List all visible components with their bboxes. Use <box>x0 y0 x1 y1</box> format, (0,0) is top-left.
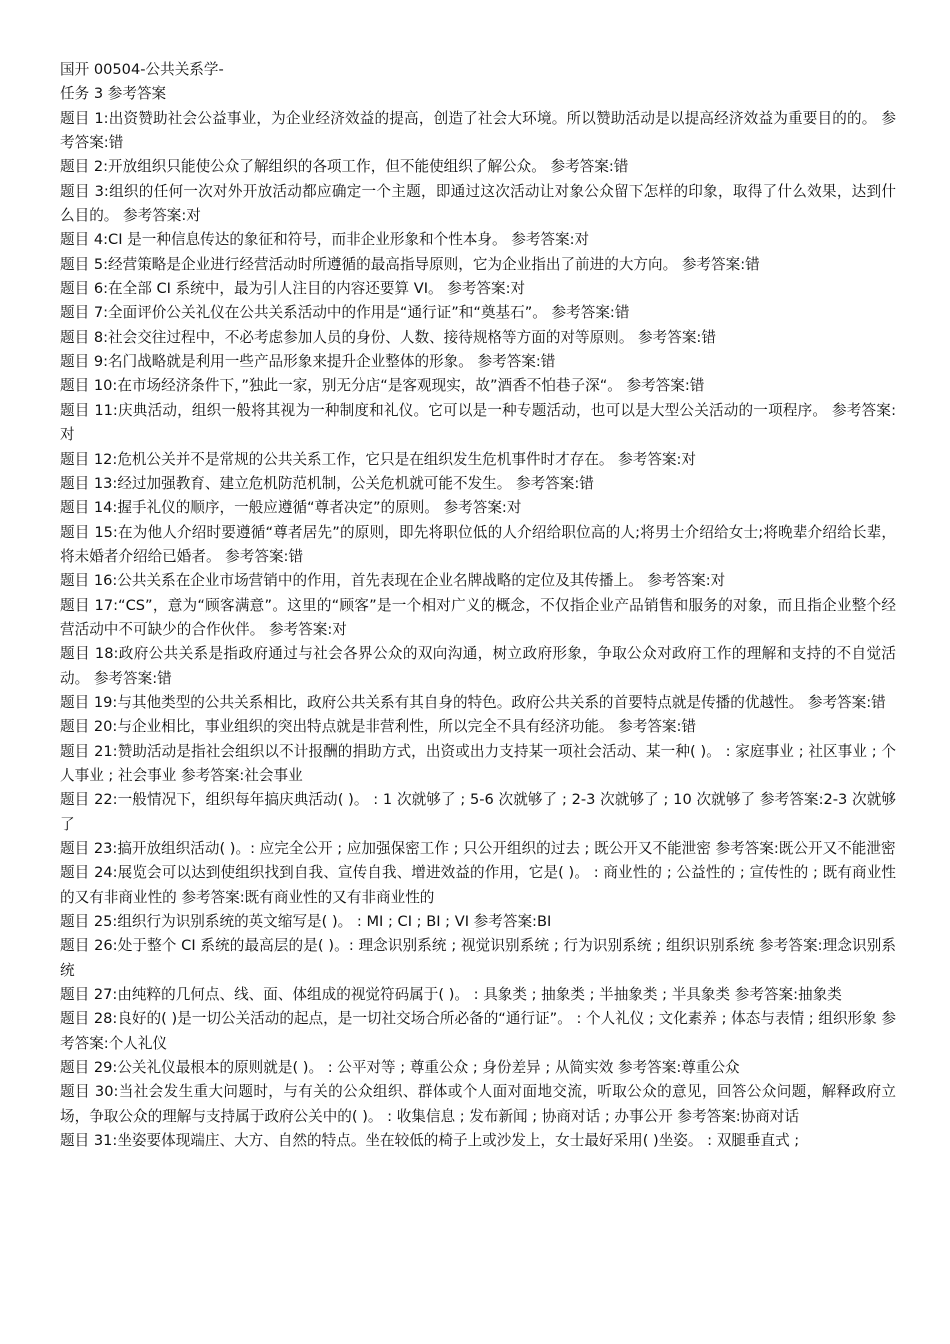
question-item: 题目 24:展览会可以达到使组织找到自我、宣传自我、增进效益的作用，它是( )。 : 商业性的 ; 公益性的 ; 宣传性的 ; 既有商业性的又有非商业性的 参考答案:既有商业性的又有非商业性的 <box>60 864 896 906</box>
question-item: 题目 7:全面评价公关礼仪在公共关系活动中的作用是“通行证”和“奠基石”。 参考答案:错 <box>60 304 630 322</box>
document-subtitle: 任务 3 参考答案 <box>60 85 167 103</box>
question-item: 题目 1:出资赞助社会公益事业，为企业经济效益的提高，创造了社会大环境。所以赞助活动是以提高经济效益为重要目的的。 参考答案:错 <box>60 109 896 152</box>
question-item: 题目 2:开放组织只能使公众了解组织的各项工作，但不能使组织了解公众。 参考答案:错 <box>60 158 629 176</box>
question-item: 题目 6:在全部 CI 系统中，最为引人注目的内容还要算 VI。 参考答案:对 <box>60 280 526 298</box>
question-item: 题目 25:组织行为识别系统的英文缩写是( )。 : MI ; CI ; BI ; VI 参考答案:BI <box>60 913 552 931</box>
question-item: 题目 4:CI 是一种信息传达的象征和符号，而非企业形象和个性本身。 参考答案:对 <box>60 231 590 249</box>
question-item: 题目 27:由纯粹的几何点、线、面、体组成的视觉符码属于( )。 : 具象类 ; 抽象类 ; 半抽象类 ; 半具象类 参考答案:抽象类 <box>60 986 842 1004</box>
question-item: 题目 23:搞开放组织活动( )。: 应完全公开 ; 应加强保密工作 ; 只公开组织的过去 ; 既公开又不能泄密 参考答案:既公开又不能泄密 <box>60 840 896 857</box>
document-title: 国开 00504-公共关系学- <box>60 61 224 78</box>
question-item: 题目 31:坐姿要体现端庄、大方、自然的特点。坐在较低的椅子上或沙发上，女士最好采用( )坐姿。 : 双腿垂直式 ; <box>60 1132 800 1150</box>
question-item: 题目 17:“CS”，意为“顾客满意”。这里的“顾客”是一个相对广义的概念，不仅指企业产品销售和服务的对象，而且指企业整个经营活动中不可缺少的合作伙伴。 参考答案:对 <box>60 596 896 638</box>
question-item: 题目 29:公关礼仪最根本的原则就是( )。 : 公平对等 ; 尊重公众 ; 身份差异 ; 从简实效 参考答案:尊重公众 <box>60 1059 740 1077</box>
question-item: 题目 9:名门战略就是利用一些产品形象来提升企业整体的形象。 参考答案:错 <box>60 353 556 371</box>
question-item: 题目 13:经过加强教育、建立危机防范机制，公关危机就可能不发生。 参考答案:错 <box>60 474 594 492</box>
question-item: 题目 11:庆典活动，组织一般将其视为一种制度和礼仪。它可以是一种专题活动，也可以是大型公关活动的一项程序。 参考答案:对 <box>60 401 896 444</box>
question-item: 题目 21:赞助活动是指社会组织以不计报酬的捐助方式，出资或出力支持某一项社会活动、某一种( )。 : 家庭事业 ; 社区事业 ; 个人事业 ; 社会事业 参考答案:社会事业 <box>60 742 896 784</box>
question-item: 题目 15:在为他人介绍时要遵循“尊者居先”的原则，即先将职位低的人介绍给职位高的人;将男士介绍给女士;将晚辈介绍给长辈，将未婚者介绍给已婚者。 参考答案:错 <box>60 523 896 565</box>
question-item: 题目 8:社会交往过程中，不必考虑参加人员的身份、人数、接待规格等方面的对等原则。 参考答案:错 <box>60 328 716 346</box>
question-item: 题目 5:经营策略是企业进行经营活动时所遵循的最高指导原则，它为企业指出了前进的大方向。 参考答案:错 <box>60 255 760 273</box>
question-item: 题目 19:与其他类型的公共关系相比，政府公共关系有其自身的特色。政府公共关系的首要特点就是传播的优越性。 参考答案:错 <box>60 693 886 711</box>
question-item: 题目 26:处于整个 CI 系统的最高层的是( )。: 理念识别系统 ; 视觉识别系统 ; 行为识别系统 ; 组织识别系统 参考答案:理念识别系统 <box>60 937 896 979</box>
question-item: 题目 16:公共关系在企业市场营销中的作用，首先表现在企业名牌战略的定位及其传播上。 参考答案:对 <box>60 572 726 590</box>
document-body <box>60 58 896 1153</box>
question-item: 题目 12:危机公关并不是常规的公共关系工作，它只是在组织发生危机事件时才存在。 参考答案:对 <box>60 450 697 468</box>
question-item: 题目 14:握手礼仪的顺序，一般应遵循“尊者决定”的原则。 参考答案:对 <box>60 499 522 517</box>
question-item: 题目 30:当社会发生重大问题时，与有关的公众组织、群体或个人面对面地交流，听取公众的意见，回答公众问题，解释政府立场，争取公众的理解与支持属于政府公关中的( )。 : 收集信息 ; 发布新闻 ; 协商对话 ; 办事公开 参考答案:协商对话 <box>60 1083 896 1125</box>
question-item: 题目 28:良好的( )是一切公关活动的起点，是一切社交场合所必备的“通行证”。 : 个人礼仪 ; 文化素养 ; 体态与表情 ; 组织形象 参考答案:个人礼仪 <box>60 1010 896 1052</box>
question-item: 题目 3:组织的任何一次对外开放活动都应确定一个主题，即通过这次活动让对象公众留下怎样的印象，取得了什么效果，达到什么目的。 参考答案:对 <box>60 182 896 225</box>
question-item: 题目 10:在市场经济条件下，”独此一家，别无分店“是客观现实，故”酒香不怕巷子深“。 参考答案:错 <box>60 377 705 395</box>
question-item: 题目 22:一般情况下，组织每年搞庆典活动( )。 : 1 次就够了 ; 5-6 次就够了 ; 2-3 次就够了 ; 10 次就够了 参考答案:2-3 次就够了 <box>60 791 896 833</box>
question-item: 题目 20:与企业相比，事业组织的突出特点就是非营利性，所以完全不具有经济功能。 参考答案:错 <box>60 718 697 736</box>
question-item: 题目 18:政府公共关系是指政府通过与社会各界公众的双向沟通，树立政府形象，争取公众对政府工作的理解和支持的不自觉活动。 参考答案:错 <box>60 645 896 687</box>
